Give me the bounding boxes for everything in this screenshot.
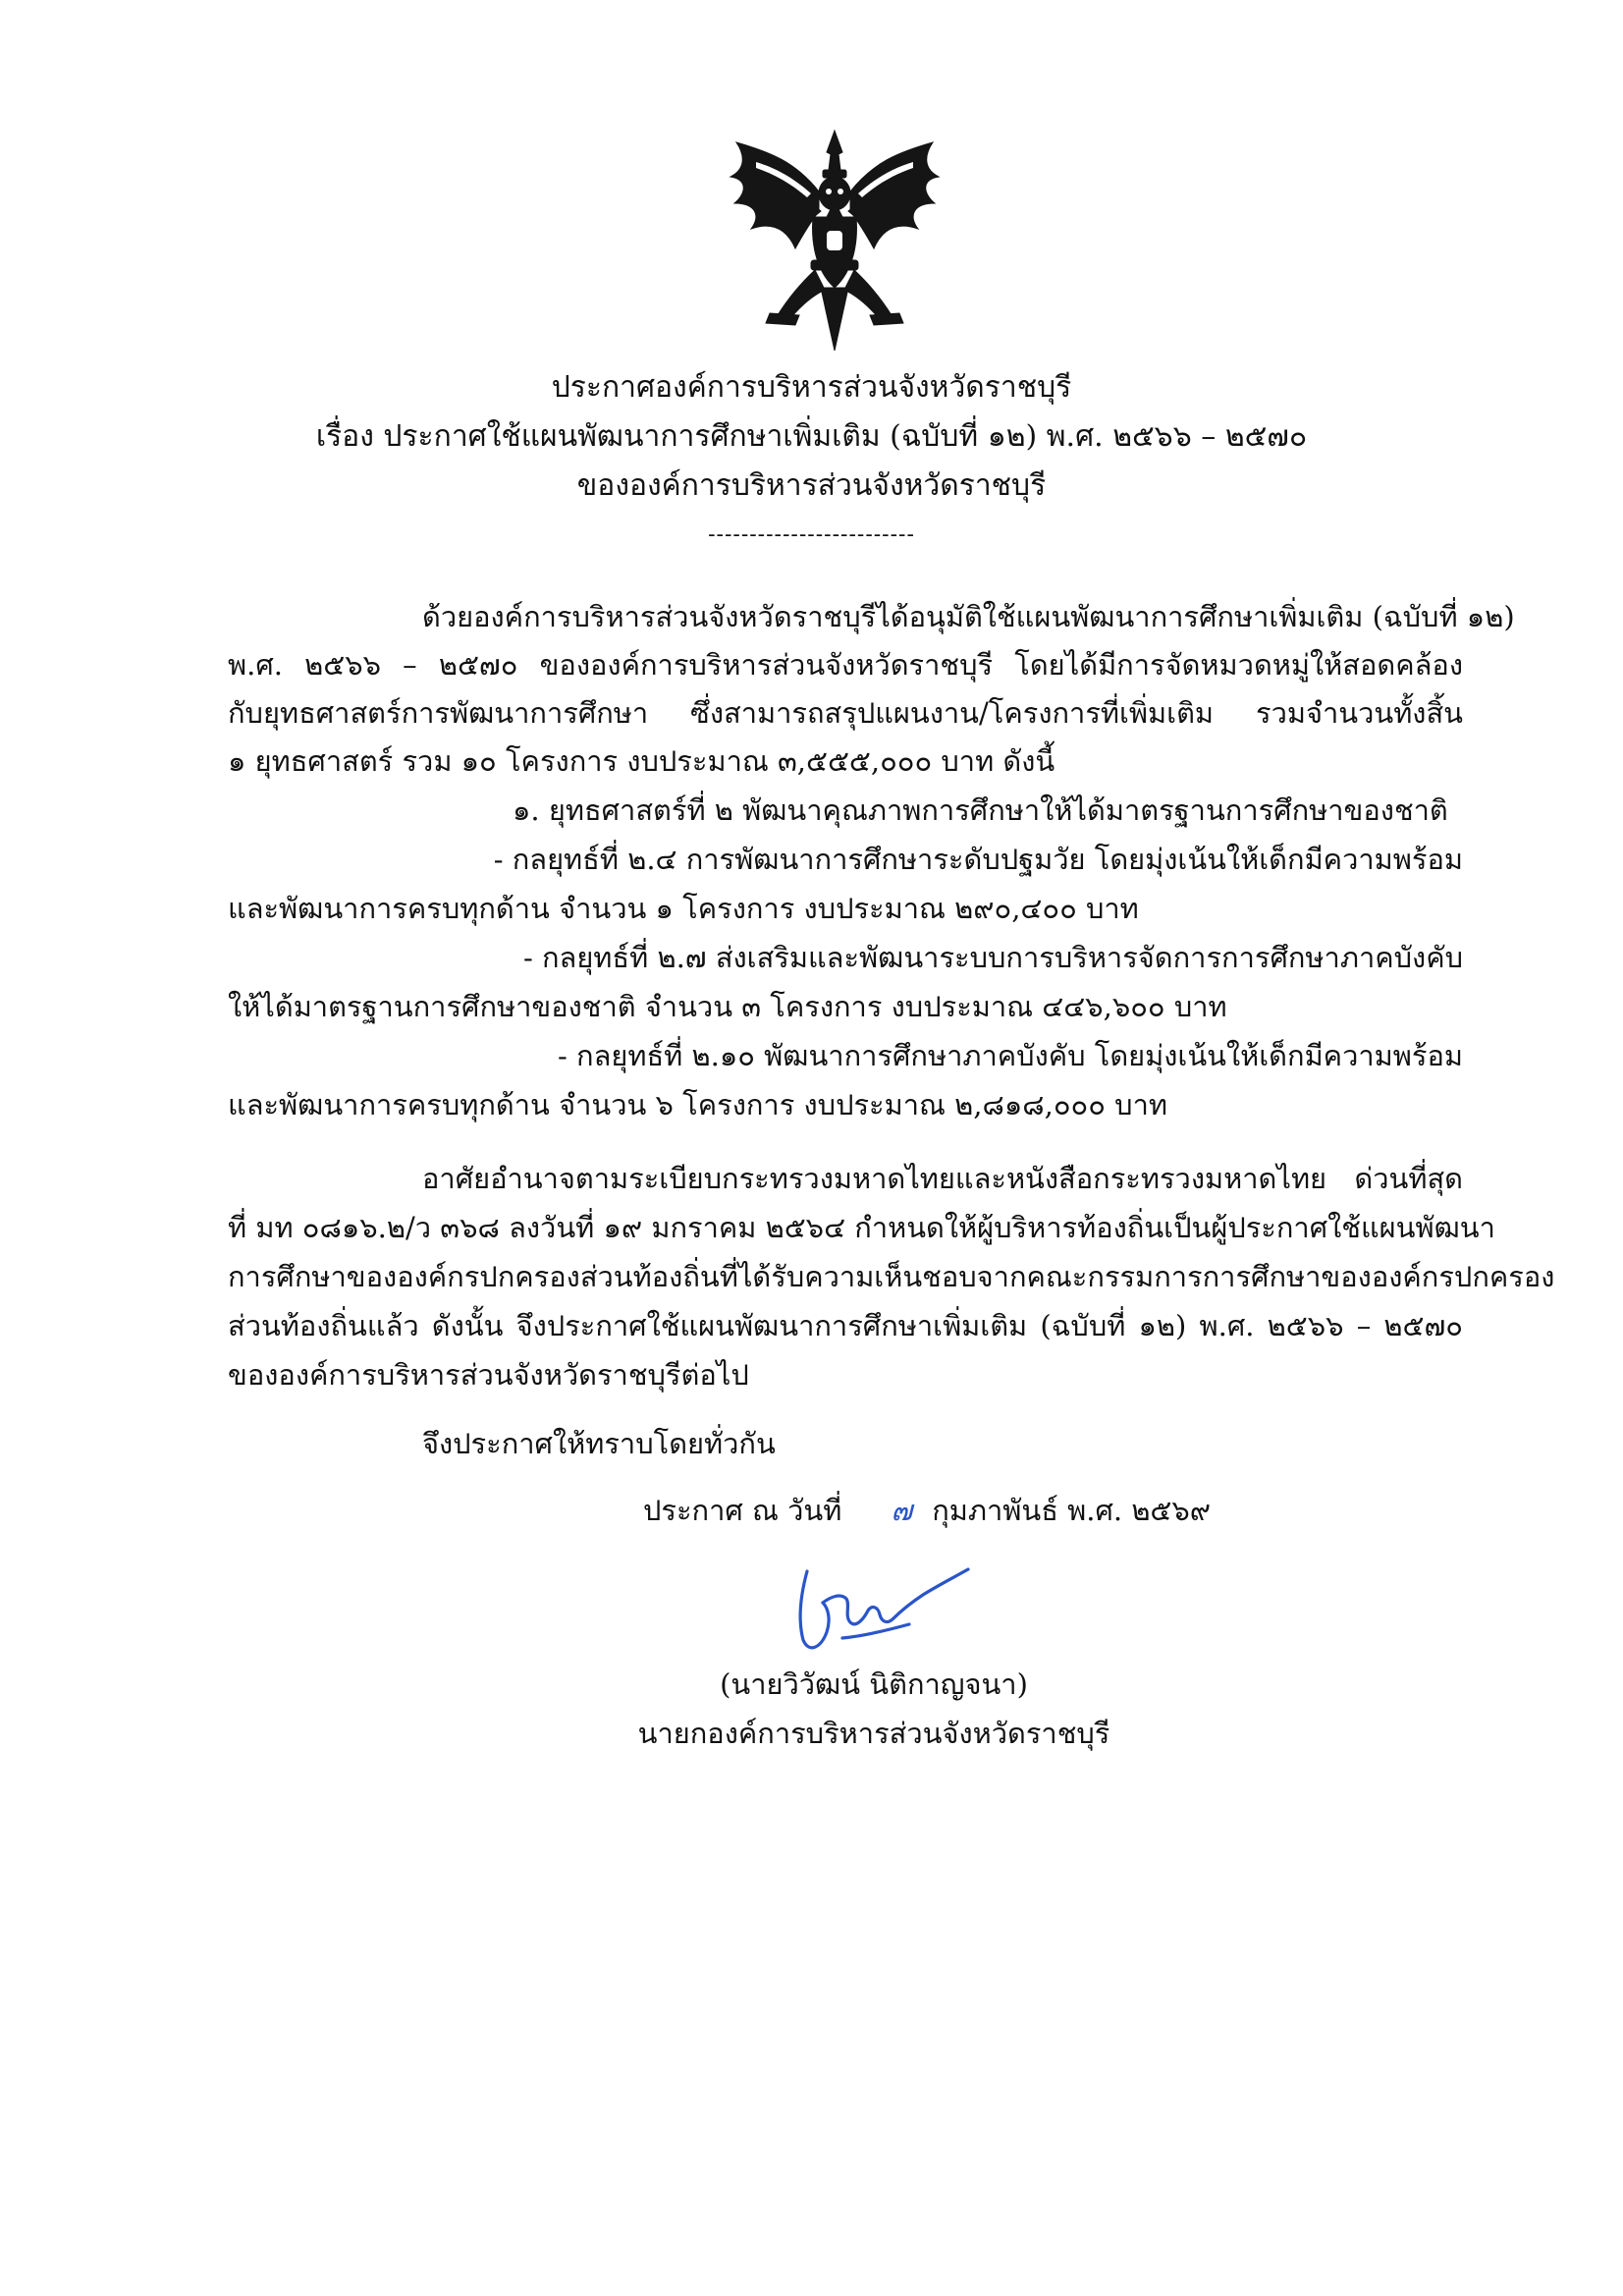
paragraph-2-line-3: การศึกษาขององค์กรปกครองส่วนท้องถิ่นที่ได้รับความเห็นชอบจากคณะกรรมการการศึกษาขององค์กรปกครอง bbox=[228, 1260, 1555, 1293]
separator-line: ------------------------- bbox=[708, 522, 915, 547]
subject-line-2: ขององค์การบริหารส่วนจังหวัดราชบุรี bbox=[576, 468, 1047, 503]
date-day: ๗ bbox=[891, 1494, 913, 1527]
tactic-1-line-2: และพัฒนาการครบทุกด้าน จำนวน ๑ โครงการ งบประมาณ ๒๙๐,๔๐๐ บาท bbox=[228, 892, 1139, 925]
subject-line: เรื่อง ประกาศใช้แผนพัฒนาการศึกษาเพิ่มเติม (ฉบับที่ ๑๒) พ.ศ. ๒๕๖๖ – ๒๕๗๐ bbox=[315, 419, 1308, 454]
paragraph-1-line-4: ๑ ยุทธศาสตร์ รวม ๑๐ โครงการ งบประมาณ ๓,๕๕๕,๐๐๐ บาท ดังนี้ bbox=[228, 744, 1055, 778]
closing-line: จึงประกาศให้ทราบโดยทั่วกัน bbox=[422, 1427, 776, 1460]
paragraph-2-line-4: ส่วนท้องถิ่นแล้ว ดังนั้น จึงประกาศใช้แผนพัฒนาการศึกษาเพิ่มเติม (ฉบับที่ ๑๒) พ.ศ. ๒๕๖๖ – ๒๕๗๐ bbox=[228, 1309, 1463, 1342]
paragraph-1-line-3: กับยุทธศาสตร์การพัฒนาการศึกษา ซึ่งสามารถสรุปแผนงาน/โครงการที่เพิ่มเติม รวมจำนวนทั้งสิ้น bbox=[228, 696, 1463, 730]
signature-image bbox=[785, 1563, 972, 1662]
paragraph-1-line-1: ด้วยองค์การบริหารส่วนจังหวัดราชบุรีได้อนุมัติใช้แผนพัฒนาการศึกษาเพิ่มเติม (ฉบับที่ ๑๒) bbox=[422, 600, 1515, 633]
signatory-name: (นายวิวัฒน์ นิติกาญจนา) bbox=[720, 1667, 1028, 1701]
paragraph-1-line-2: พ.ศ. ๒๕๖๖ – ๒๕๗๐ ขององค์การบริหารส่วนจังหวัดราชบุรี โดยได้มีการจัดหมวดหมู่ให้สอดคล้อง bbox=[228, 648, 1463, 682]
paragraph-2-line-5: ขององค์การบริหารส่วนจังหวัดราชบุรีต่อไป bbox=[228, 1358, 749, 1392]
announcement-title: ประกาศองค์การบริหารส่วนจังหวัดราชบุรี bbox=[551, 370, 1072, 405]
date-line bbox=[643, 1491, 1211, 1530]
date-month-year: กุมภาพันธ์ พ.ศ. ๒๕๖๙ bbox=[932, 1494, 1212, 1527]
garuda-emblem-icon bbox=[717, 123, 952, 358]
paragraph-2-line-1: อาศัยอำนาจตามระเบียบกระทรวงมหาดไทยและหนังสือกระทรวงมหาดไทย ด่วนที่สุด bbox=[422, 1162, 1463, 1195]
tactic-3-line-2: และพัฒนาการครบทุกด้าน จำนวน ๖ โครงการ งบประมาณ ๒,๘๑๘,๐๐๐ บาท bbox=[228, 1088, 1167, 1121]
tactic-3-line-1: - กลยุทธ์ที่ ๒.๑๐ พัฒนาการศึกษาภาคบังคับ โดยมุ่งเน้นให้เด็กมีความพร้อม bbox=[558, 1039, 1463, 1072]
tactic-2-line-1: - กลยุทธ์ที่ ๒.๗ ส่งเสริมและพัฒนาระบบการบริหารจัดการการศึกษาภาคบังคับ bbox=[522, 941, 1463, 974]
tactic-1-line-1: - กลยุทธ์ที่ ๒.๔ การพัฒนาการศึกษาระดับปฐมวัย โดยมุ่งเน้นให้เด็กมีความพร้อม bbox=[493, 843, 1463, 876]
signatory-position: นายกองค์การบริหารส่วนจังหวัดราชบุรี bbox=[637, 1717, 1110, 1750]
paragraph-2-line-2: ที่ มท ๐๘๑๖.๒/ว ๓๖๘ ลงวันที่ ๑๙ มกราคม ๒๕๖๔ กำหนดให้ผู้บริหารท้องถิ่นเป็นผู้ประกาศใช้แผนพัฒนา bbox=[228, 1211, 1495, 1244]
strategy-heading: ๑. ยุทธศาสตร์ที่ ๒ พัฒนาคุณภาพการศึกษาให้ได้มาตรฐานการศึกษาของชาติ bbox=[513, 793, 1448, 827]
date-prefix: ประกาศ ณ วันที่ bbox=[643, 1494, 842, 1527]
tactic-2-line-2: ให้ได้มาตรฐานการศึกษาของชาติ จำนวน ๓ โครงการ งบประมาณ ๔๔๖,๖๐๐ บาท bbox=[228, 990, 1227, 1023]
